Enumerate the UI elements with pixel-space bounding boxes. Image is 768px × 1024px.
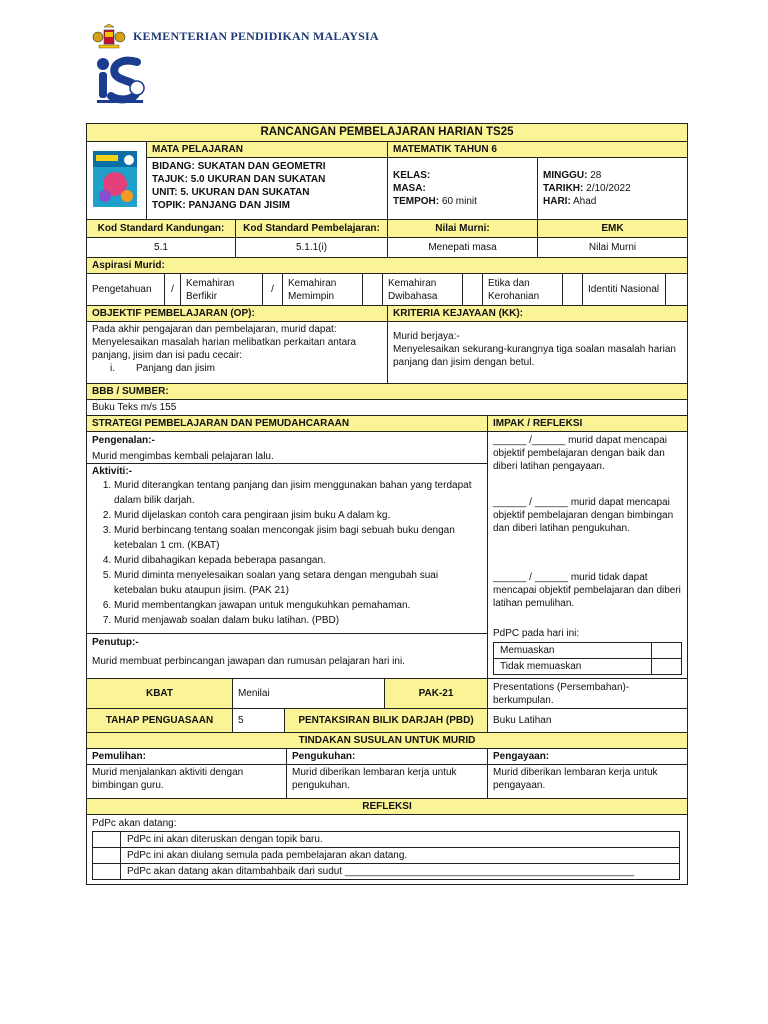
ministry-title: KEMENTERIAN PENDIDIKAN MALAYSIA (133, 29, 379, 43)
objektif-content (87, 322, 388, 384)
textbook-cover (87, 142, 147, 220)
refleksi-option: PdPc ini akan diulang semula pada pembelajaran akan datang. (121, 848, 680, 864)
pdpc-options (493, 642, 682, 675)
pengukuhan-value: Murid diberikan lembaran kerja untuk pengukuhan. (287, 765, 488, 799)
kod-pembelajaran-value: 5.1.1(i) (236, 238, 388, 258)
aktiviti-list (92, 478, 482, 628)
aspirasi-memimpin-check[interactable] (363, 274, 383, 306)
impak-content (488, 432, 688, 679)
kod-kandungan-value: 5.1 (87, 238, 236, 258)
pdpc-memuaskan-check[interactable] (652, 643, 682, 659)
refleksi-option-check[interactable] (93, 864, 121, 880)
aspirasi-etika-check[interactable] (563, 274, 583, 306)
pdpc-label: PdPC pada hari ini: (493, 628, 580, 639)
refleksi-option-check[interactable] (93, 848, 121, 864)
aktiviti-item: 3. Murid berbincang tentang soalan mencongak jisim bagi sebuah buku dengan ketebalan 1 cm. (KBAT) (114, 523, 482, 553)
kriteria-label: KRITERIA KEJAYAAN (KK): (388, 306, 688, 322)
objektif-line2: Menyelesaikan masalah harian melibatkan perkaitan antara panjang, jisim dan isi padu cecair: (92, 337, 357, 361)
pak-value: Presentations (Persembahan)- berkumpulan. (488, 679, 688, 709)
kriteria-content (388, 322, 688, 384)
aktiviti-item: 5. Murid diminta menyelesaikan soalan yang setara dengan mengubah suai ketebalan buku ataupun jisim. (PAK 21) (114, 568, 482, 598)
objektif-label: OBJEKTIF PEMBELAJARAN (OP): (87, 306, 388, 322)
refleksi-option: PdPc akan datang akan ditambahbaik dari sudut ____________________________________________________ (121, 864, 680, 880)
objektif-line1: Pada akhir pengajaran dan pembelajaran, murid dapat: (92, 324, 337, 335)
tindakan-table (86, 732, 688, 885)
pengenalan-text: Murid mengimbas kembali pelajaran lalu. (92, 451, 274, 462)
pdpc-tidak-memuaskan: Tidak memuaskan (494, 659, 652, 675)
aktiviti-label: Aktiviti:- (92, 466, 132, 477)
penutup-text: Murid membuat perbincangan jawapan dan rumusan pelajaran hari ini. (92, 656, 405, 667)
aspirasi-identiti-check[interactable] (666, 274, 688, 306)
refleksi-options (92, 831, 680, 880)
aspirasi-dwibahasa: Kemahiran Dwibahasa (383, 274, 463, 306)
mata-pelajaran-label: MATA PELAJARAN (147, 142, 388, 158)
tahap-value: 5 (233, 709, 285, 733)
refleksi-intro: PdPc akan datang: (92, 818, 177, 829)
hari-line: HARI: Ahad (543, 196, 597, 207)
ministry-crest-icon (92, 24, 126, 50)
emk-value: Nilai Murni (538, 238, 688, 258)
pemulihan-header: Pemulihan: (87, 749, 287, 765)
pbd-value: Buku Latihan (488, 709, 688, 733)
pengukuhan-header: Pengukuhan: (287, 749, 488, 765)
refleksi-label: REFLEKSI (87, 799, 688, 815)
tindakan-label: TINDAKAN SUSULAN UNTUK MURID (87, 733, 688, 749)
aktiviti-item: 4. Murid dibahagikan kepada beberapa pasangan. (114, 553, 482, 568)
unit-line: UNIT: 5. UKURAN DAN SUKATAN (152, 187, 310, 198)
pengenalan-label: Pengenalan:- (92, 435, 155, 446)
aspirasi-etika: Etika dan Kerohanian (483, 274, 563, 306)
refleksi-option-check[interactable] (93, 832, 121, 848)
kod-kandungan-header: Kod Standard Kandungan: (87, 220, 236, 238)
subject-value: MATEMATIK TAHUN 6 (388, 142, 688, 158)
aspirasi-berfikir: Kemahiran Berfikir (181, 274, 263, 306)
impak-r2: ______ / ______ murid dapat mencapai objektif pembelajaran dengan bimbingan dan diberi latihan pengukuhan. (493, 497, 674, 534)
penutup-label: Penutup:- (92, 637, 139, 648)
nilai-murni-header: Nilai Murni: (388, 220, 538, 238)
aktiviti-item: 1. Murid diterangkan tentang panjang dan jisim menggunakan bahan yang terdapat dalam bilik darjah. (114, 478, 482, 508)
pak-label: PAK-21 (385, 679, 488, 709)
nilai-murni-value: Menepati masa (388, 238, 538, 258)
objektif-table (86, 305, 688, 416)
tahap-label: TAHAP PENGUASAAN (87, 709, 233, 733)
masa-line: MASA: (393, 183, 426, 194)
pemulihan-value: Murid menjalankan aktiviti dengan bimbingan guru. (87, 765, 287, 799)
aspirasi-dwibahasa-check[interactable] (463, 274, 483, 306)
impak-r1: ______ /______ murid dapat mencapai objektif pembelajaran dengan baik dan diberi latihan pengayaan. (493, 435, 668, 472)
impak-r3: ______ / ______ murid tidak dapat mencapai objektif pembelajaran dan diberi latihan pemulihan. (493, 572, 681, 609)
bbb-label: BBB / SUMBER: (87, 384, 688, 400)
textbook-cover-icon (91, 150, 141, 208)
class-info (388, 158, 538, 220)
standards-table (86, 219, 688, 258)
topik-line: TOPIK: PANJANG DAN JISIM (152, 200, 290, 211)
date-info (538, 158, 688, 220)
tempoh-line: TEMPOH: 60 minit (393, 196, 477, 207)
aktiviti-item: 2. Murid dijelaskan contoh cara pengiraan jisim buku A dalam kg. (114, 508, 482, 523)
aspirasi-table (86, 257, 688, 306)
strategi-content (87, 432, 488, 679)
ts25-logo (93, 54, 147, 106)
kbat-label: KBAT (87, 679, 233, 709)
strategi-table (86, 415, 688, 679)
aspirasi-pengetahuan: Pengetahuan (87, 274, 165, 306)
aspirasi-identiti: Identiti Nasional (583, 274, 666, 306)
strategi-label: STRATEGI PEMBELAJARAN DAN PEMUDAHCARAAN (87, 416, 488, 432)
bbb-value: Buku Teks m/s 155 (87, 400, 688, 416)
topic-details (147, 158, 388, 220)
aktiviti-item: 6. Murid membentangkan jawapan untuk mengukuhkan pemahaman. (114, 598, 482, 613)
tajuk-line: TAJUK: 5.0 UKURAN DAN SUKATAN (152, 174, 326, 185)
pdpc-memuaskan: Memuaskan (494, 643, 652, 659)
kbat-value: Menilai (233, 679, 385, 709)
kriteria-line1: Murid berjaya:- (393, 331, 460, 342)
aspirasi-memimpin: Kemahiran Memimpin (283, 274, 363, 306)
kelas-line: KELAS: (393, 170, 431, 181)
aspirasi-berfikir-check[interactable]: / (263, 274, 283, 306)
lesson-plan-form (86, 123, 687, 885)
pengayaan-value: Murid diberikan lembaran kerja untuk pengayaan. (488, 765, 688, 799)
refleksi-content (87, 815, 688, 885)
pengayaan-header: Pengayaan: (488, 749, 688, 765)
minggu-line: MINGGU: 28 (543, 170, 602, 181)
bidang-line: BIDANG: SUKATAN DAN GEOMETRI (152, 161, 326, 172)
kriteria-line2: Menyelesaikan sekurang-kurangnya tiga soalan masalah harian panjang dan jisim dengan betul. (393, 344, 676, 368)
aspirasi-pengetahuan-check[interactable]: / (165, 274, 181, 306)
tarikh-line: TARIKH: 2/10/2022 (543, 183, 631, 194)
aktiviti-item: 7. Murid menjawab soalan dalam buku latihan. (PBD) (114, 613, 482, 628)
refleksi-option: PdPc ini akan diteruskan dengan topik baru. (121, 832, 680, 848)
pbd-label: PENTAKSIRAN BILIK DARJAH (PBD) (285, 709, 488, 733)
impak-label: IMPAK / REFLEKSI (488, 416, 688, 432)
aspirasi-label: Aspirasi Murid: (87, 258, 688, 274)
form-title: RANCANGAN PEMBELAJARAN HARIAN TS25 (87, 124, 688, 142)
objektif-item: i. Panjang dan jisim (110, 363, 215, 374)
pdpc-tidak-memuaskan-check[interactable] (652, 659, 682, 675)
lesson-plan-table (86, 123, 688, 220)
kbat-table (86, 678, 688, 733)
emk-header: EMK (538, 220, 688, 238)
kod-pembelajaran-header: Kod Standard Pembelajaran: (236, 220, 388, 238)
